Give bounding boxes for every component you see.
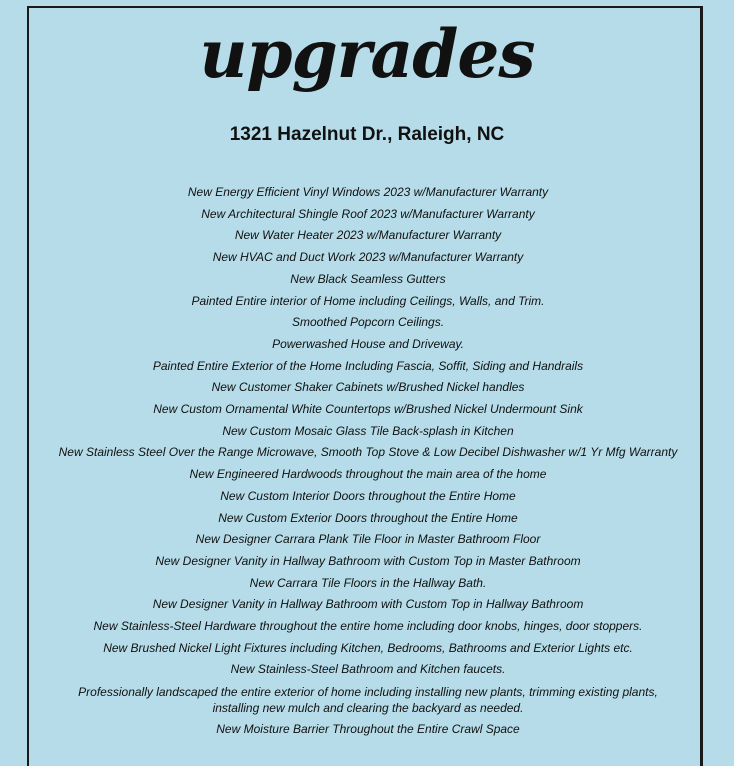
upgrade-item-hallway-floor: New Carrara Tile Floors in the Hallway Bath. <box>249 575 487 590</box>
landscaping-line-2: installing new mulch and clearing the backyard as needed. <box>212 701 524 716</box>
upgrade-item-water-heater: New Water Heater 2023 w/Manufacturer Warranty <box>234 228 502 243</box>
upgrade-item-hvac: New HVAC and Duct Work 2023 w/Manufacturer Warranty <box>212 250 524 265</box>
upgrade-item-powerwash: Powerwashed House and Driveway. <box>272 336 464 351</box>
upgrade-item-interior-paint: Painted Entire interior of Home including Ceilings, Walls, and Trim. <box>191 293 545 308</box>
upgrade-item-backsplash: New Custom Mosaic Glass Tile Back-splash in Kitchen <box>222 423 514 438</box>
upgrade-item-ceilings: Smoothed Popcorn Ceilings. <box>291 315 445 330</box>
upgrade-item-light-fixtures: New Brushed Nickel Light Fixtures including Kitchen, Bedrooms, Bathrooms and Exterior Lights etc. <box>103 640 633 655</box>
upgrade-item-interior-doors: New Custom Interior Doors throughout the Entire Home <box>220 488 516 503</box>
upgrade-item-cabinets: New Customer Shaker Cabinets w/Brushed Nickel handles <box>211 380 525 395</box>
upgrade-item-countertops: New Custom Ornamental White Countertops w/Brushed Nickel Undermount Sink <box>153 402 583 417</box>
upgrade-item-appliances: New Stainless Steel Over the Range Microwave, Smooth Top Stove & Low Decibel Dishwasher w/1 Yr Mfg Warranty <box>58 445 678 460</box>
upgrade-item-master-floor: New Designer Carrara Plank Tile Floor in Master Bathroom Floor <box>195 532 541 547</box>
upgrade-item-hardware: New Stainless-Steel Hardware throughout the entire home including door knobs, hinges, door stoppers. <box>93 619 643 634</box>
upgrade-item-moisture-barrier: New Moisture Barrier Throughout the Entire Crawl Space <box>216 722 520 737</box>
upgrade-item-exterior-paint: Painted Entire Exterior of the Home Including Fascia, Soffit, Siding and Handrails <box>152 358 584 373</box>
upgrade-item-windows: New Energy Efficient Vinyl Windows 2023 w/Manufacturer Warranty <box>187 185 549 199</box>
upgrade-item-faucets: New Stainless-Steel Bathroom and Kitchen faucets. <box>230 662 506 677</box>
upgrades-list <box>40 182 696 741</box>
page-title: upgrades <box>199 15 535 93</box>
upgrade-item-hallway-vanity: New Designer Vanity in Hallway Bathroom with Custom Top in Hallway Bathroom <box>152 597 584 612</box>
landscaping-line-1: Professionally landscaped the entire exterior of home including installing new plants, trimming existing plants, <box>78 685 658 700</box>
property-address: 1321 Hazelnut Dr., Raleigh, NC <box>229 124 505 145</box>
upgrade-item-gutters: New Black Seamless Gutters <box>290 271 446 286</box>
upgrade-item-master-vanity: New Designer Vanity in Hallway Bathroom with Custom Top in Master Bathroom <box>155 553 581 568</box>
upgrade-item-roof: New Architectural Shingle Roof 2023 w/Manufacturer Warranty <box>201 206 535 221</box>
upgrade-item-hardwoods: New Engineered Hardwoods throughout the main area of the home <box>189 467 547 482</box>
upgrade-item-landscaping <box>40 681 696 719</box>
upgrade-item-exterior-doors: New Custom Exterior Doors throughout the Entire Home <box>218 510 518 525</box>
